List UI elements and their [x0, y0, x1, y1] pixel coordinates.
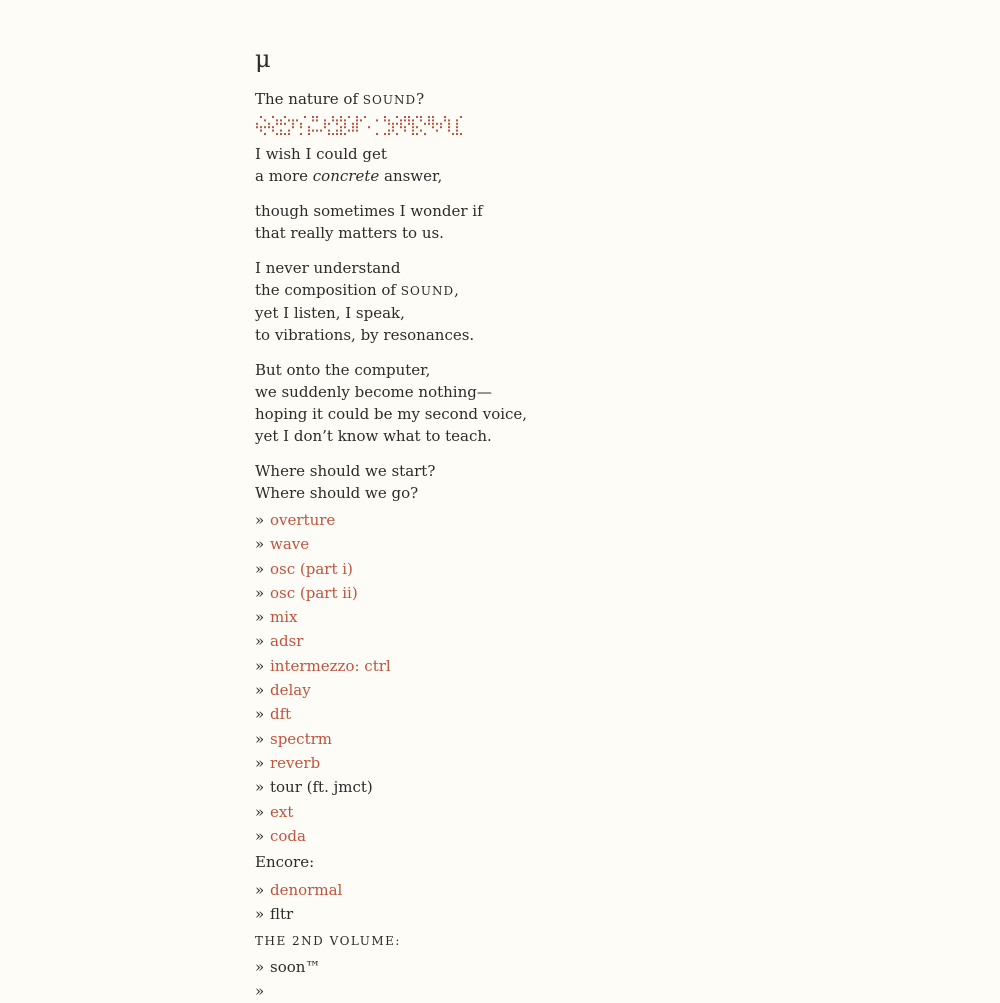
- waveform-dot: [276, 133, 278, 135]
- waveform-dot: [404, 126, 406, 128]
- waveform-dot: [300, 133, 302, 135]
- waveform-dot: [388, 123, 390, 125]
- bullet-marker: »: [255, 729, 265, 748]
- stanza-2: [255, 200, 675, 244]
- waveform-dot: [272, 116, 274, 118]
- stanza-line: a more concrete answer,: [255, 167, 443, 185]
- waveform-dot: [336, 133, 338, 135]
- page-content: [255, 44, 675, 1003]
- waveform-dot: [312, 119, 314, 121]
- waveform-dot: [356, 130, 358, 132]
- waveform-dot: [364, 116, 366, 118]
- intro-title: The nature of SOUND?: [255, 90, 425, 108]
- waveform-dot: [452, 133, 454, 135]
- bullet-marker: »: [255, 583, 265, 602]
- waveform-dot: [444, 119, 446, 121]
- stanza-line: yet I don’t know what to teach.: [255, 427, 492, 445]
- waveform-dot: [388, 130, 390, 132]
- toc-link[interactable]: reverb: [270, 753, 321, 772]
- waveform-dot: [416, 116, 418, 118]
- toc-link[interactable]: overture: [270, 511, 336, 529]
- waveform-dot: [316, 119, 318, 121]
- waveform-dot: [432, 126, 434, 128]
- encore-list: [255, 878, 675, 927]
- bullet-marker: »: [255, 608, 265, 627]
- waveform-dot: [264, 133, 266, 135]
- toc-link[interactable]: wave: [270, 535, 310, 554]
- toc-item[interactable]: [255, 629, 675, 653]
- waveform-dot: [344, 123, 346, 125]
- stanza-3: [255, 257, 675, 346]
- waveform-dot: [424, 133, 426, 135]
- waveform-dot: [400, 119, 402, 121]
- waveform-dot: [256, 123, 258, 125]
- waveform-dot: [328, 130, 330, 132]
- toc-link[interactable]: spectrm: [270, 729, 332, 748]
- waveform-dot: [344, 119, 346, 121]
- waveform-dot: [448, 130, 450, 132]
- waveform-dot: [456, 130, 458, 132]
- waveform-dot: [352, 126, 354, 128]
- waveform-dot: [396, 133, 398, 135]
- waveform-dot: [428, 116, 430, 118]
- toc-link[interactable]: dft: [270, 705, 292, 724]
- bullet-marker: »: [255, 656, 265, 675]
- toc-item: [255, 902, 675, 926]
- bullet-marker: »: [255, 535, 265, 554]
- waveform-dot: [412, 126, 414, 128]
- toc-link[interactable]: osc (part ii): [270, 583, 358, 602]
- waveform-dot: [404, 116, 406, 118]
- table-of-contents: [255, 508, 675, 848]
- bullet-marker: »: [255, 778, 265, 797]
- waveform-dot: [376, 133, 378, 135]
- waveform-dot: [424, 123, 426, 125]
- waveform-dot: [420, 116, 422, 118]
- toc-item[interactable]: [255, 557, 675, 581]
- waveform-dot: [416, 133, 418, 135]
- waveform-dot: [336, 130, 338, 132]
- toc-link[interactable]: coda: [270, 826, 306, 845]
- waveform-dot: [440, 126, 442, 128]
- stanza-1: [255, 143, 675, 187]
- waveform-dot: [280, 119, 282, 121]
- toc-item[interactable]: [255, 654, 675, 678]
- waveform-dot: [408, 119, 410, 121]
- waveform-dot: [328, 123, 330, 125]
- waveform-dot: [260, 130, 262, 132]
- stanza-line: yet I listen, I speak,: [255, 304, 405, 322]
- waveform-dot: [324, 123, 326, 125]
- waveform-dot: [352, 123, 354, 125]
- waveform-dot: [388, 119, 390, 121]
- waveform-dot: [440, 123, 442, 125]
- waveform-dot: [412, 123, 414, 125]
- waveform-dot: [436, 130, 438, 132]
- waveform-dot: [300, 123, 302, 125]
- bullet-marker: »: [255, 957, 265, 976]
- stanza-4: [255, 359, 675, 447]
- waveform-dot: [316, 116, 318, 118]
- waveform-dot: [456, 123, 458, 125]
- waveform-dot: [456, 119, 458, 121]
- bullet-marker: »: [255, 681, 265, 700]
- waveform-dot: [408, 116, 410, 118]
- waveform-dot: [392, 126, 394, 128]
- toc-item[interactable]: [255, 751, 675, 775]
- stanza-line: to vibrations, by resonances.: [255, 326, 475, 344]
- waveform-dot: [292, 119, 294, 121]
- bullet-marker: »: [255, 802, 265, 821]
- waveform-dot: [332, 116, 334, 118]
- toc-label: tour (ft. jmct): [270, 778, 373, 797]
- waveform-dot: [324, 119, 326, 121]
- waveform-dot: [448, 123, 450, 125]
- stanza-line: we suddenly become nothing—: [255, 383, 492, 401]
- waveform-dot: [412, 133, 414, 135]
- waveform-dot: [332, 133, 334, 135]
- waveform-dot: [396, 123, 398, 125]
- waveform-dot: [284, 116, 286, 118]
- waveform-dot: [344, 126, 346, 128]
- toc-item[interactable]: [255, 581, 675, 605]
- stanza-line: Where should we start?: [255, 462, 436, 480]
- waveform-dot: [348, 130, 350, 132]
- waveform-dot: [400, 123, 402, 125]
- waveform-dot: [288, 130, 290, 132]
- toc-item[interactable]: [255, 605, 675, 629]
- toc-label: soon™: [270, 957, 321, 976]
- waveform-dot: [316, 130, 318, 132]
- toc-item[interactable]: [255, 800, 675, 824]
- stanza-line: But onto the computer,: [255, 361, 431, 379]
- stanza-line: that really matters to us.: [255, 224, 444, 242]
- dotted-waveform-decoration: [255, 115, 465, 137]
- toc-link[interactable]: mix: [270, 608, 298, 627]
- waveform-dot: [392, 123, 394, 125]
- waveform-dot: [304, 116, 306, 118]
- toc-link[interactable]: denormal: [270, 881, 343, 900]
- toc-item[interactable]: [255, 824, 675, 848]
- waveform-dot: [384, 133, 386, 135]
- waveform-dot: [444, 116, 446, 118]
- waveform-dot: [420, 119, 422, 121]
- waveform-dot: [336, 123, 338, 125]
- stanza-line: the composition of SOUND,: [255, 281, 459, 299]
- toc-item: [255, 979, 675, 1003]
- waveform-dot: [368, 126, 370, 128]
- waveform-dot: [456, 126, 458, 128]
- bullet-marker: »: [255, 753, 265, 772]
- waveform-dot: [412, 119, 414, 121]
- waveform-dot: [436, 123, 438, 125]
- bullet-marker: »: [255, 705, 265, 724]
- stanza-line: I never understand: [255, 259, 401, 277]
- toc-item[interactable]: [255, 532, 675, 556]
- waveform-dot: [356, 119, 358, 121]
- waveform-dot: [264, 119, 266, 121]
- waveform-dot: [340, 126, 342, 128]
- waveform-dot: [432, 123, 434, 125]
- waveform-dot: [268, 123, 270, 125]
- bullet-marker: »: [255, 881, 265, 900]
- waveform-dot: [404, 130, 406, 132]
- waveform-dot: [308, 130, 310, 132]
- toc-item[interactable]: [255, 702, 675, 726]
- bullet-marker: »: [255, 905, 265, 924]
- volume-2-list: [255, 955, 675, 1003]
- waveform-dot: [272, 126, 274, 128]
- toc-item[interactable]: [255, 678, 675, 702]
- waveform-dot: [456, 133, 458, 135]
- waveform-dot: [256, 126, 258, 128]
- toc-link[interactable]: adsr: [270, 632, 304, 651]
- waveform-dot: [408, 123, 410, 125]
- volume-2-heading: THE 2ND VOLUME:: [255, 933, 401, 948]
- waveform-dot: [340, 119, 342, 121]
- stanza-line: though sometimes I wonder if: [255, 202, 483, 220]
- waveform-dot: [308, 133, 310, 135]
- waveform-dot: [356, 123, 358, 125]
- waveform-dot: [400, 126, 402, 128]
- waveform-dot: [348, 116, 350, 118]
- waveform-dot: [312, 130, 314, 132]
- stanza-line: Where should we go?: [255, 484, 419, 502]
- waveform-dot: [288, 119, 290, 121]
- waveform-dot: [280, 130, 282, 132]
- bullet-marker: »: [255, 632, 265, 651]
- waveform-dot: [416, 126, 418, 128]
- toc-item[interactable]: [255, 878, 675, 902]
- toc-link[interactable]: osc (part i): [270, 559, 353, 578]
- mu-logo: μ: [255, 45, 271, 73]
- waveform-dot: [308, 126, 310, 128]
- waveform-dot: [264, 126, 266, 128]
- waveform-dot: [292, 123, 294, 125]
- waveform-dot: [384, 119, 386, 121]
- toc-item[interactable]: [255, 508, 675, 532]
- toc-item: [255, 775, 675, 799]
- waveform-dot: [428, 123, 430, 125]
- toc-link[interactable]: delay: [270, 681, 311, 700]
- waveform-dot: [384, 116, 386, 118]
- waveform-dot: [328, 133, 330, 135]
- stanza-line: hoping it could be my second voice,: [255, 405, 528, 423]
- waveform-dot: [280, 123, 282, 125]
- waveform-dot: [448, 119, 450, 121]
- waveform-dot: [312, 116, 314, 118]
- bullet-marker: »: [255, 511, 265, 529]
- waveform-dot: [324, 126, 326, 128]
- waveform-dot: [388, 133, 390, 135]
- waveform-dot: [404, 119, 406, 121]
- waveform-dot: [428, 119, 430, 121]
- waveform-dot: [344, 133, 346, 135]
- waveform-dot: [336, 119, 338, 121]
- toc-link[interactable]: ext: [270, 802, 294, 821]
- waveform-dot: [352, 130, 354, 132]
- stanza-5: [255, 460, 675, 504]
- toc-link[interactable]: intermezzo: ctrl: [270, 656, 391, 675]
- waveform-dot: [292, 126, 294, 128]
- waveform-dot: [376, 119, 378, 121]
- toc-item: [255, 955, 675, 979]
- waveform-dot: [284, 133, 286, 135]
- waveform-dot: [260, 116, 262, 118]
- encore-heading: Encore:: [255, 853, 315, 872]
- waveform-dot: [268, 126, 270, 128]
- waveform-dot: [340, 130, 342, 132]
- toc-label: fltr: [270, 905, 294, 924]
- waveform-dot: [460, 133, 462, 135]
- waveform-dot: [276, 119, 278, 121]
- bullet-marker: »: [255, 559, 265, 578]
- waveform-dot: [340, 133, 342, 135]
- waveform-dot: [432, 116, 434, 118]
- waveform-dot: [448, 126, 450, 128]
- bullet-marker: »: [255, 826, 265, 845]
- waveform-dot: [272, 130, 274, 132]
- waveform-dot: [288, 133, 290, 135]
- waveform-dot: [412, 130, 414, 132]
- waveform-dot: [276, 123, 278, 125]
- waveform-dot: [300, 126, 302, 128]
- waveform-dot: [296, 119, 298, 121]
- waveform-dot: [332, 119, 334, 121]
- waveform-dot: [392, 130, 394, 132]
- waveform-dot: [360, 119, 362, 121]
- waveform-dot: [260, 126, 262, 128]
- waveform-dot: [420, 130, 422, 132]
- waveform-dot: [356, 126, 358, 128]
- toc-item[interactable]: [255, 727, 675, 751]
- stanza-line: I wish I could get: [255, 145, 387, 163]
- waveform-dot: [396, 116, 398, 118]
- waveform-dot: [340, 116, 342, 118]
- waveform-dot: [280, 133, 282, 135]
- waveform-dot: [356, 116, 358, 118]
- waveform-dot: [432, 119, 434, 121]
- waveform-dot: [320, 130, 322, 132]
- waveform-dot: [284, 123, 286, 125]
- bullet-marker: »: [255, 982, 265, 1001]
- waveform-dot: [460, 116, 462, 118]
